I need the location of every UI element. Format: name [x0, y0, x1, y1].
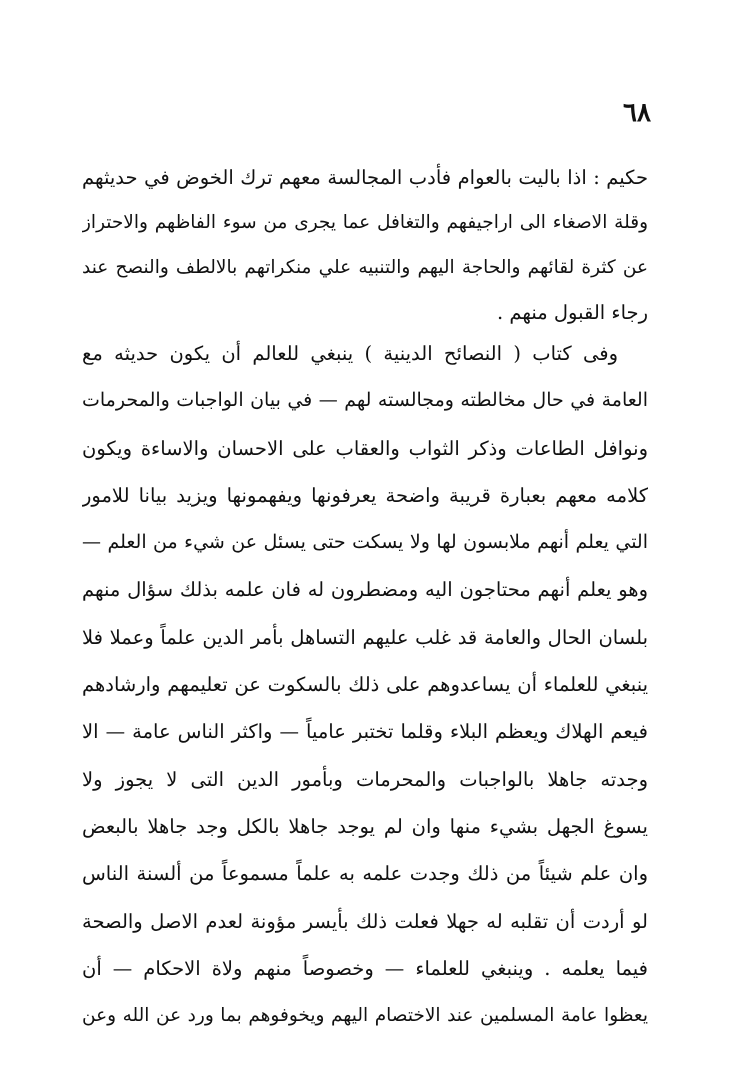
text-line: بلسان الحال والعامة قد غلب عليهم التساهل بأمر الدين علماً وعملا فلا	[82, 625, 648, 649]
text-line: التي يعلم أنهم ملابسون لها ولا يسكت حتى يسئل عن شيء من العلم —	[82, 531, 648, 554]
page-number: ٦٨	[623, 98, 651, 128]
paragraph-2	[82, 330, 648, 1039]
text-line: العامة في حال مخالطته ومجالسته لهم — في بيان الواجبات والمحرمات	[82, 389, 648, 412]
text-line: وان علم شيئاً من ذلك وجدت علمه به علماً مسموعاً من ألسنة الناس	[82, 862, 648, 886]
text-line: وهو يعلم أنهم محتاجون اليه ومضطرون له فان علمه بذلك سؤال منهم	[82, 578, 648, 602]
text-line: فيعم الهلاك ويعظم البلاء وقلما تختبر عامياً — واكثر الناس عامة — الا	[82, 720, 648, 744]
paragraph-1	[82, 155, 648, 335]
text-line: فيما يعلمه . وينبغي للعلماء — وخصوصاً منهم ولاة الاحكام — أن	[82, 956, 648, 980]
text-line: رجاء القبول منهم .	[496, 301, 648, 324]
text-line: وفى كتاب ( النصائح الدينية ) ينبغي للعالم أن يكون حديثه مع	[82, 342, 618, 365]
text-line: يعظوا عامة المسلمين عند الاختصام اليهم ويخوفوهم بما ورد عن الله وعن	[82, 1005, 648, 1027]
text-line: وقلة الاصغاء الى اراجيفهم والتغافل عما يجرى من سوء الفاظهم والاحتراز	[82, 212, 648, 233]
text-line: كلامه معهم بعبارة قريبة واضحة يعرفونها ويفهمونها ويزيد بيانا للامور	[82, 483, 648, 507]
text-line: ونوافل الطاعات وذكر الثواب والعقاب على الاحسان والاساءة ويكون	[82, 436, 648, 460]
text-line: عن كثرة لقائهم والحاجة اليهم والتنبيه علي منكراتهم بالالطف والنصح عند	[82, 257, 648, 278]
text-line: ينبغي للعلماء أن يساعدوهم على ذلك بالسكوت عن تعليمهم وارشادهم	[82, 673, 648, 697]
text-line: لو أردت أن تقلبه له جهلا فعلت ذلك بأيسر مؤونة لعدم الاصل والصحة	[82, 909, 648, 933]
text-line: وجدته جاهلا بالواجبات والمحرمات وبأمور الدين التى لا يجوز ولا	[82, 767, 648, 791]
text-line: حكيم : اذا باليت بالعوام فأدب المجالسة معهم ترك الخوض في حديثهم	[82, 166, 648, 189]
text-line: يسوغ الجهل بشيء منها وان لم يوجد جاهلا بالكل وجد جاهلا بالبعض	[82, 814, 648, 838]
